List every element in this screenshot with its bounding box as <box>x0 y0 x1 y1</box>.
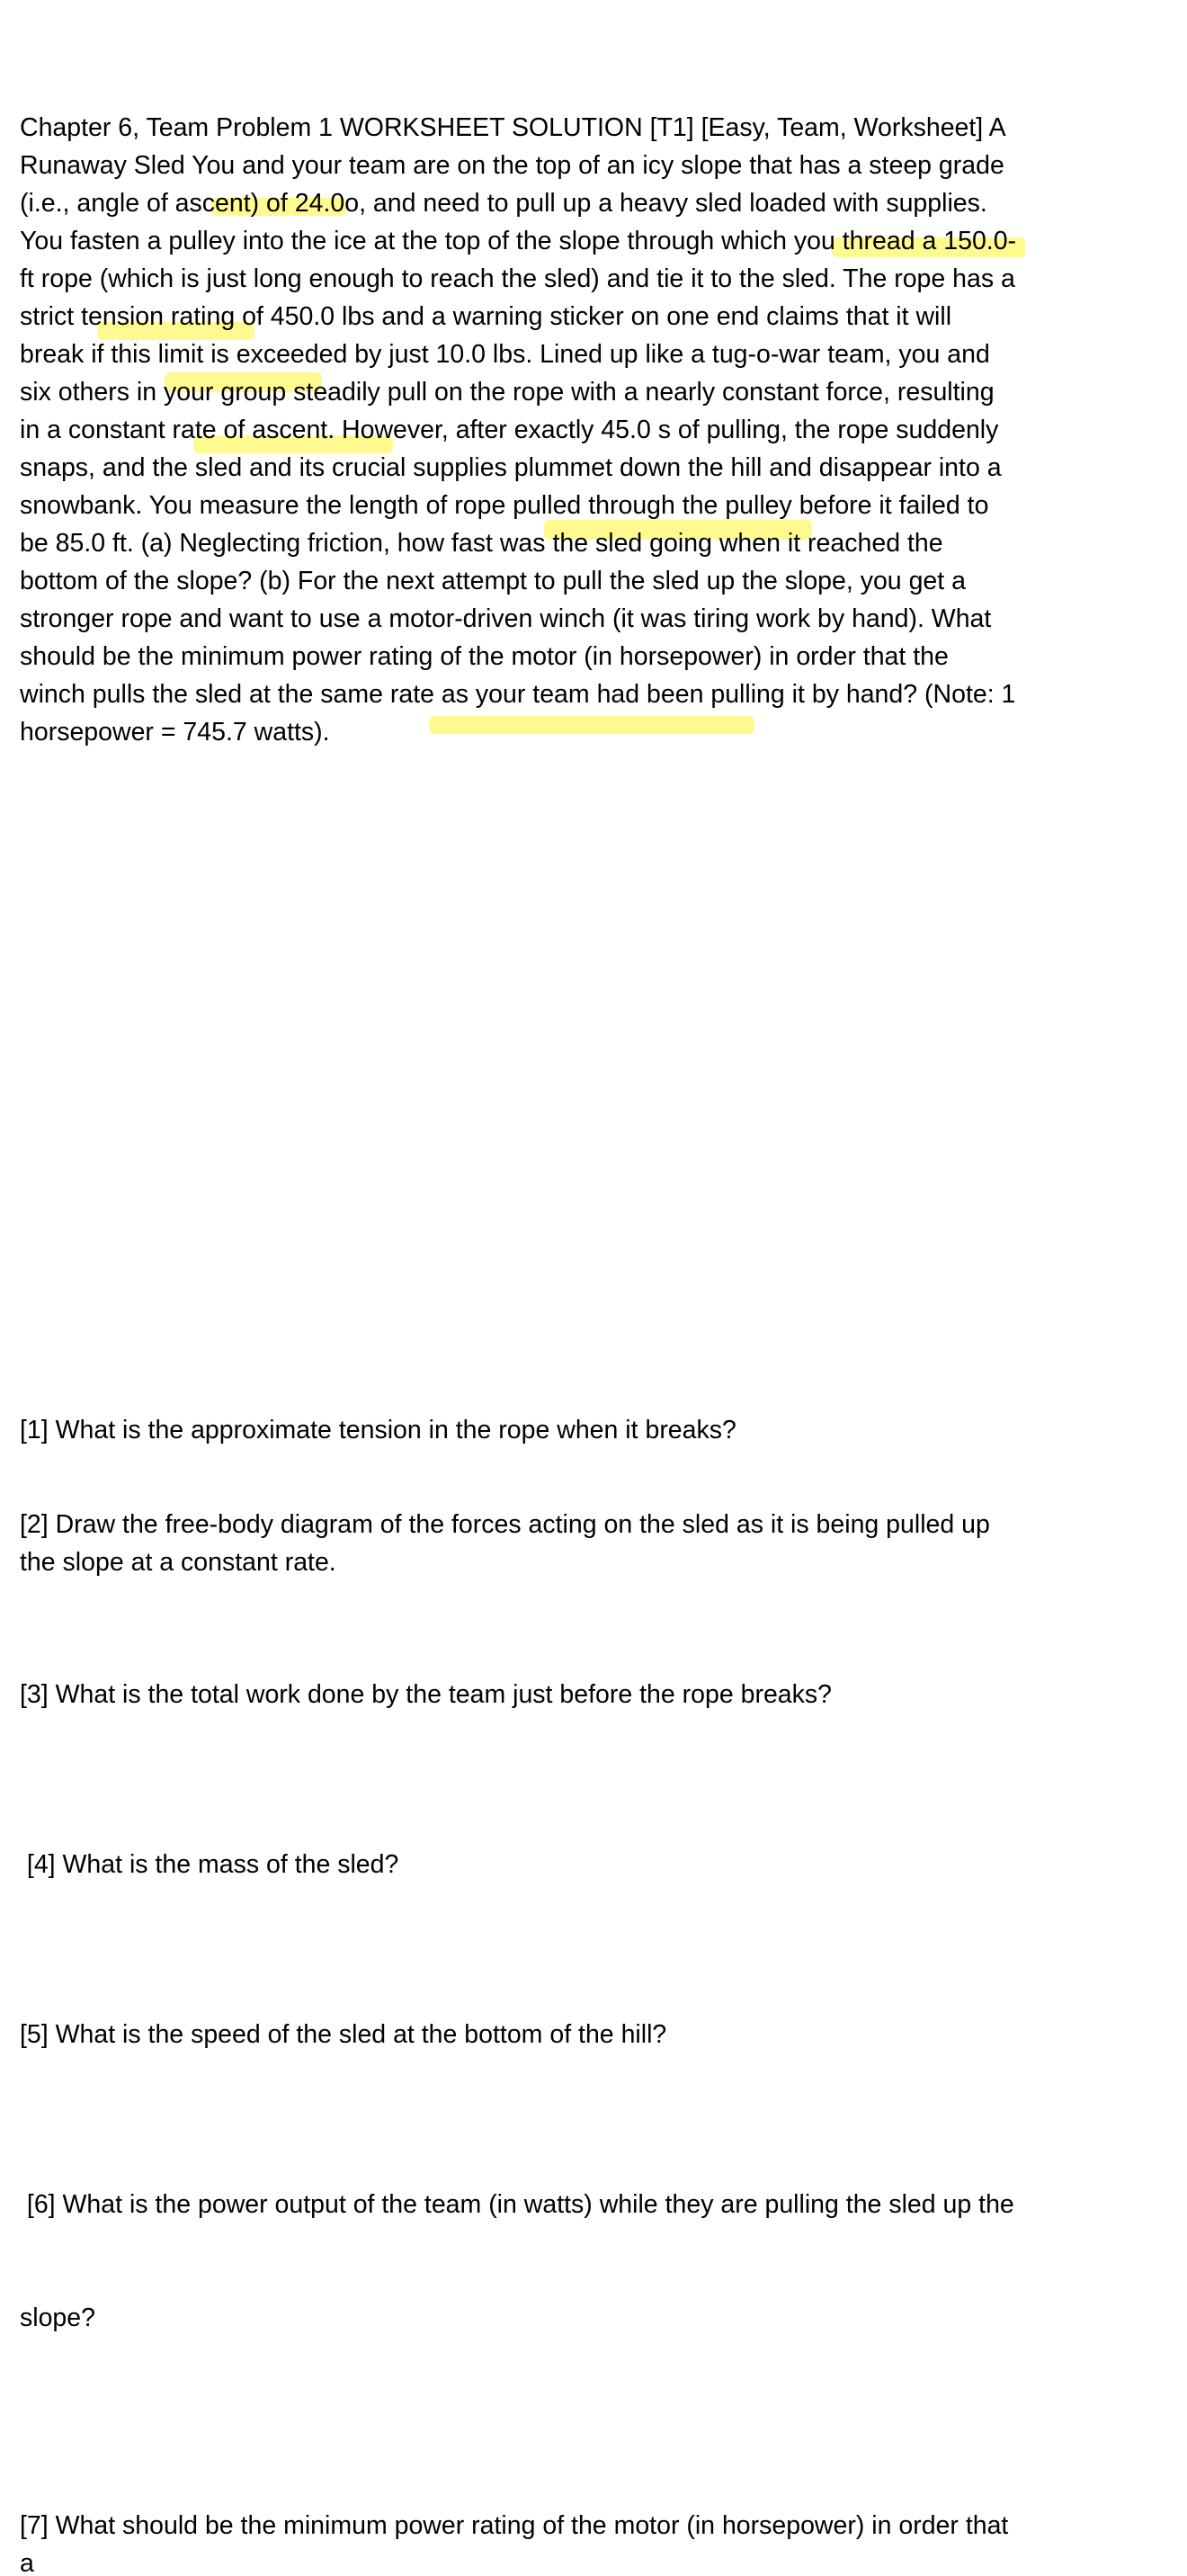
question-4-text: [4] What is the mass of the sled? <box>20 1850 399 1879</box>
question-1-text: [1] What is the approximate tension in the rope when it breaks? <box>20 1416 736 1445</box>
question-5 <box>20 2016 1162 2053</box>
problem-line-8: six others in your group steadily pull on the rope with a nearly constant force, resulting <box>20 378 995 407</box>
question-2-line-1: [2] Draw the free-body diagram of the forces acting on the sled as it is being pulled up <box>20 1510 990 1539</box>
question-5-text: [5] What is the speed of the sled at the bottom of the hill? <box>20 2020 667 2049</box>
problem-line-3: (i.e., angle of ascent) of 24.0o, and need to pull up a heavy sled loaded with supplies. <box>20 189 987 218</box>
problem-line-12: be 85.0 ft. (a) Neglecting friction, how fast was the sled going when it reached the <box>20 529 943 558</box>
question-4 <box>20 1770 1162 1959</box>
problem-line-4: You fasten a pulley into the ice at the top of the slope through which you thread a 150.0- <box>20 227 1017 255</box>
question-6-line-2: slope? <box>20 2303 95 2332</box>
problem-line-13: bottom of the slope? (b) For the next attempt to pull the sled up the slope, you get a <box>20 567 966 595</box>
problem-statement <box>20 109 1162 751</box>
problem-line-11: snowbank. You measure the length of rope pulled through the pulley before it failed to <box>20 491 989 520</box>
question-6 <box>20 2110 1162 2412</box>
question-2 <box>20 1506 1162 1581</box>
question-3 <box>20 1676 1162 1713</box>
problem-line-16: winch pulls the sled at the same rate as your team had been pulling it by hand? (Note: 1 <box>20 680 1016 709</box>
problem-line-7: break if this limit is exceeded by just 10.0 lbs. Lined up like a tug-o-war team, you and <box>20 340 990 369</box>
problem-line-14: stronger rope and want to use a motor-driven winch (it was tiring work by hand). What <box>20 604 992 633</box>
question-2-line-2: the slope at a constant rate. <box>20 1548 336 1577</box>
question-3-text: [3] What is the total work done by the team just before the rope breaks? <box>20 1680 832 1709</box>
question-1 <box>20 1411 1162 1449</box>
question-7 <box>20 2507 1162 2576</box>
question-6-line-1: [6] What is the power output of the team (in watts) while they are pulling the sled up the <box>20 2190 1014 2219</box>
problem-line-10: snaps, and the sled and its crucial supplies plummet down the hill and disappear into a <box>20 453 1002 482</box>
problem-line-5: ft rope (which is just long enough to reach the sled) and tie it to the sled. The rope has a <box>20 264 1015 293</box>
problem-line-1: Chapter 6, Team Problem 1 WORKSHEET SOLUTION [T1] [Easy, Team, Worksheet] A <box>20 113 1006 142</box>
question-7-line-2: a <box>20 2549 34 2576</box>
question-7-line-1: [7] What should be the minimum power rating of the motor (in horsepower) in order that <box>20 2511 1009 2540</box>
problem-line-2: Runaway Sled You and your team are on the top of an icy slope that has a steep grade <box>20 151 1004 180</box>
problem-line-6: strict tension rating of 450.0 lbs and a warning sticker on one end claims that it will <box>20 302 952 331</box>
problem-line-15: should be the minimum power rating of the motor (in horsepower) in order that the <box>20 642 949 671</box>
problem-line-17: horsepower = 745.7 watts). <box>20 718 330 747</box>
problem-line-9: in a constant rate of ascent. However, after exactly 45.0 s of pulling, the rope suddenly <box>20 416 999 444</box>
